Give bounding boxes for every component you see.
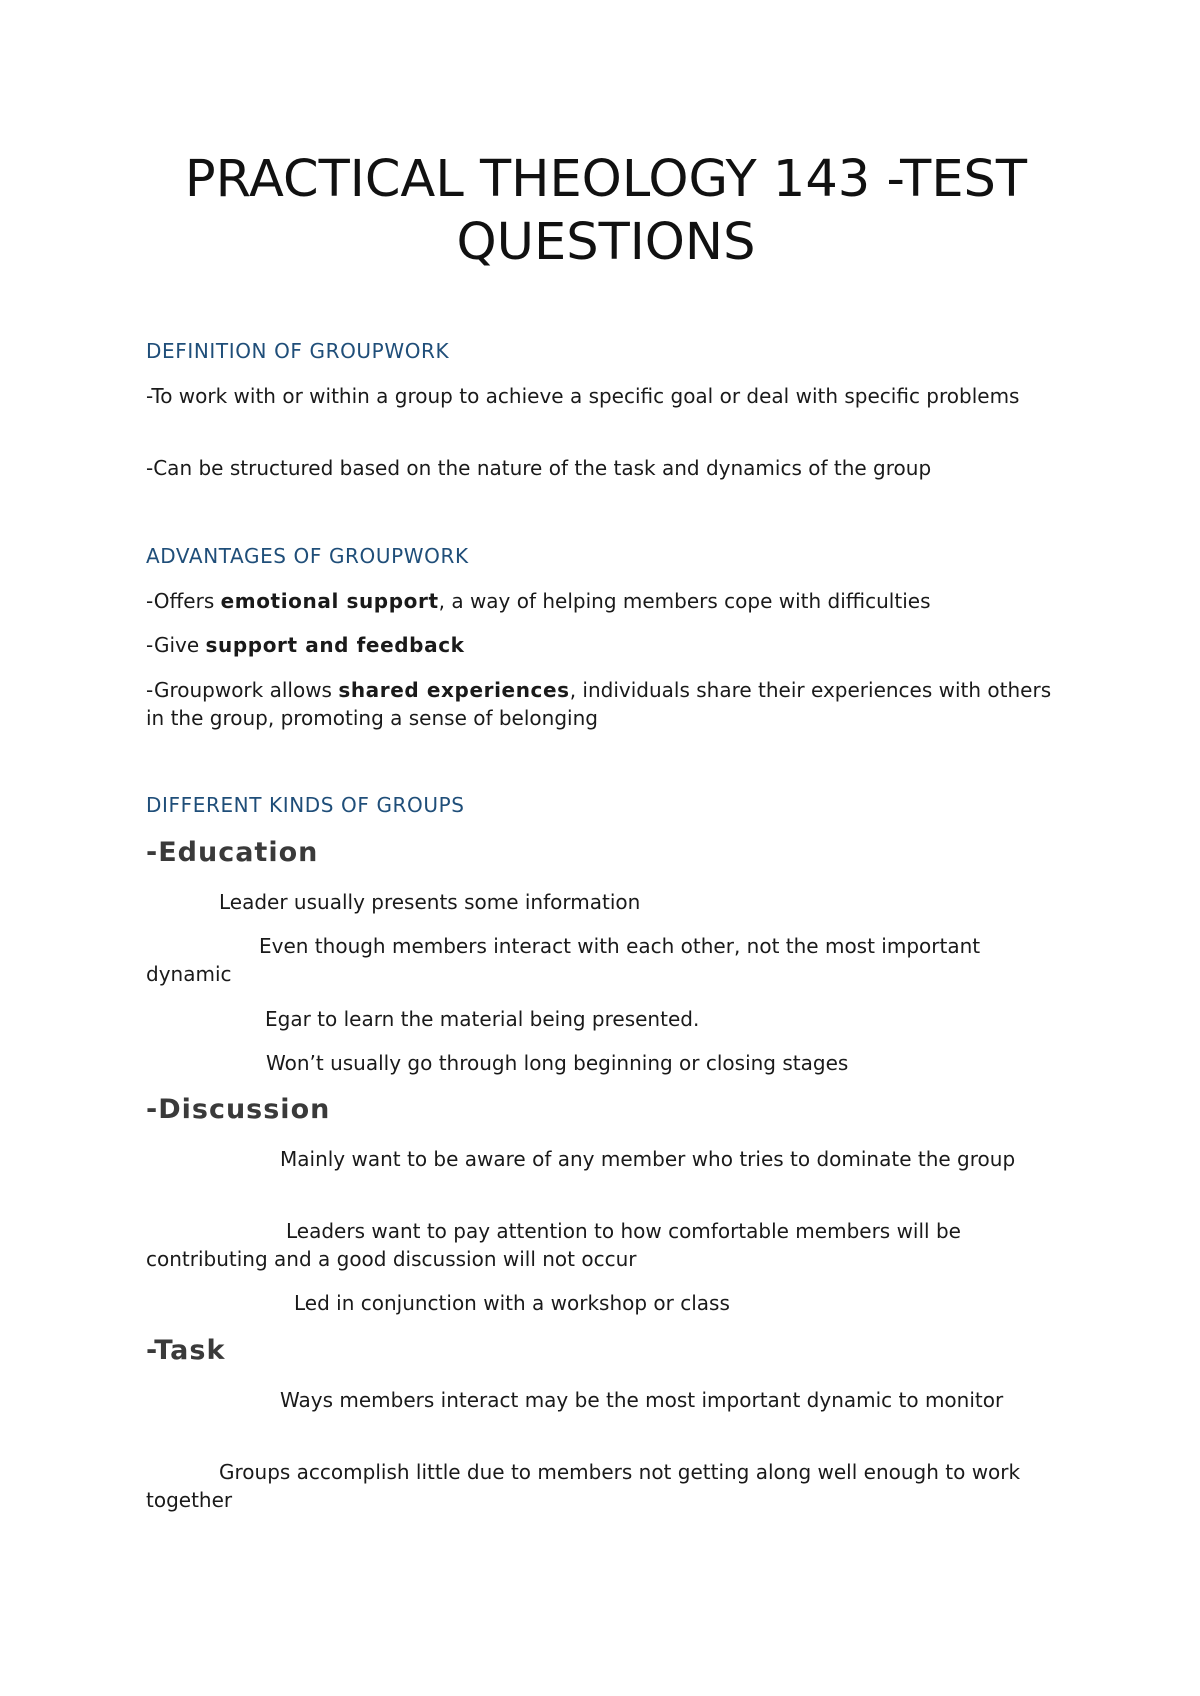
title-line-1: PRACTICAL THEOLOGY 143 -TEST: [184, 150, 1028, 209]
discussion-item-2: Leaders want to pay attention to how comfortable members will be contributing and a good discussion will not occur: [146, 1219, 961, 1271]
advantage-paragraph-1: -Offers emotional support, a way of helping members cope with difficulties: [146, 589, 931, 613]
education-item-3: Egar to learn the material being presented.: [265, 1007, 700, 1031]
definition-paragraph-2: -Can be structured based on the nature of the task and dynamics of the group: [146, 456, 932, 480]
section-heading-definition: DEFINITION OF GROUPWORK: [146, 339, 450, 363]
discussion-item-1: Mainly want to be aware of any member who tries to dominate the group: [280, 1147, 1016, 1171]
task-item-2: Groups accomplish little due to members not getting along well enough to work together: [146, 1460, 1021, 1512]
group-heading-discussion: -Discussion: [146, 1094, 331, 1125]
education-item-2: Even though members interact with each other, not the most important dynamic: [146, 934, 981, 986]
bold-term: emotional support: [220, 589, 439, 613]
education-item-4: Won’t usually go through long beginning or closing stages: [266, 1051, 849, 1075]
bold-term: shared experiences: [338, 678, 570, 702]
section-heading-kinds: DIFFERENT KINDS OF GROUPS: [146, 793, 465, 817]
discussion-item-3: Led in conjunction with a workshop or class: [294, 1291, 730, 1315]
task-item-1: Ways members interact may be the most important dynamic to monitor: [280, 1388, 1004, 1412]
bold-term: support and feedback: [205, 633, 465, 657]
section-heading-advantages: ADVANTAGES OF GROUPWORK: [146, 544, 469, 568]
group-heading-education: -Education: [146, 837, 319, 868]
definition-paragraph-1: -To work with or within a group to achieve a specific goal or deal with specific problems: [146, 384, 1020, 408]
title-line-2: QUESTIONS: [456, 213, 756, 272]
advantage-paragraph-3: -Groupwork allows shared experiences, individuals share their experiences with others in the group, promoting a sense of belonging: [146, 678, 1052, 730]
advantage-paragraph-2: -Give support and feedback: [146, 633, 465, 657]
group-heading-task: -Task: [146, 1335, 226, 1366]
education-item-1: Leader usually presents some information: [219, 890, 641, 914]
document-title: [146, 148, 1066, 274]
